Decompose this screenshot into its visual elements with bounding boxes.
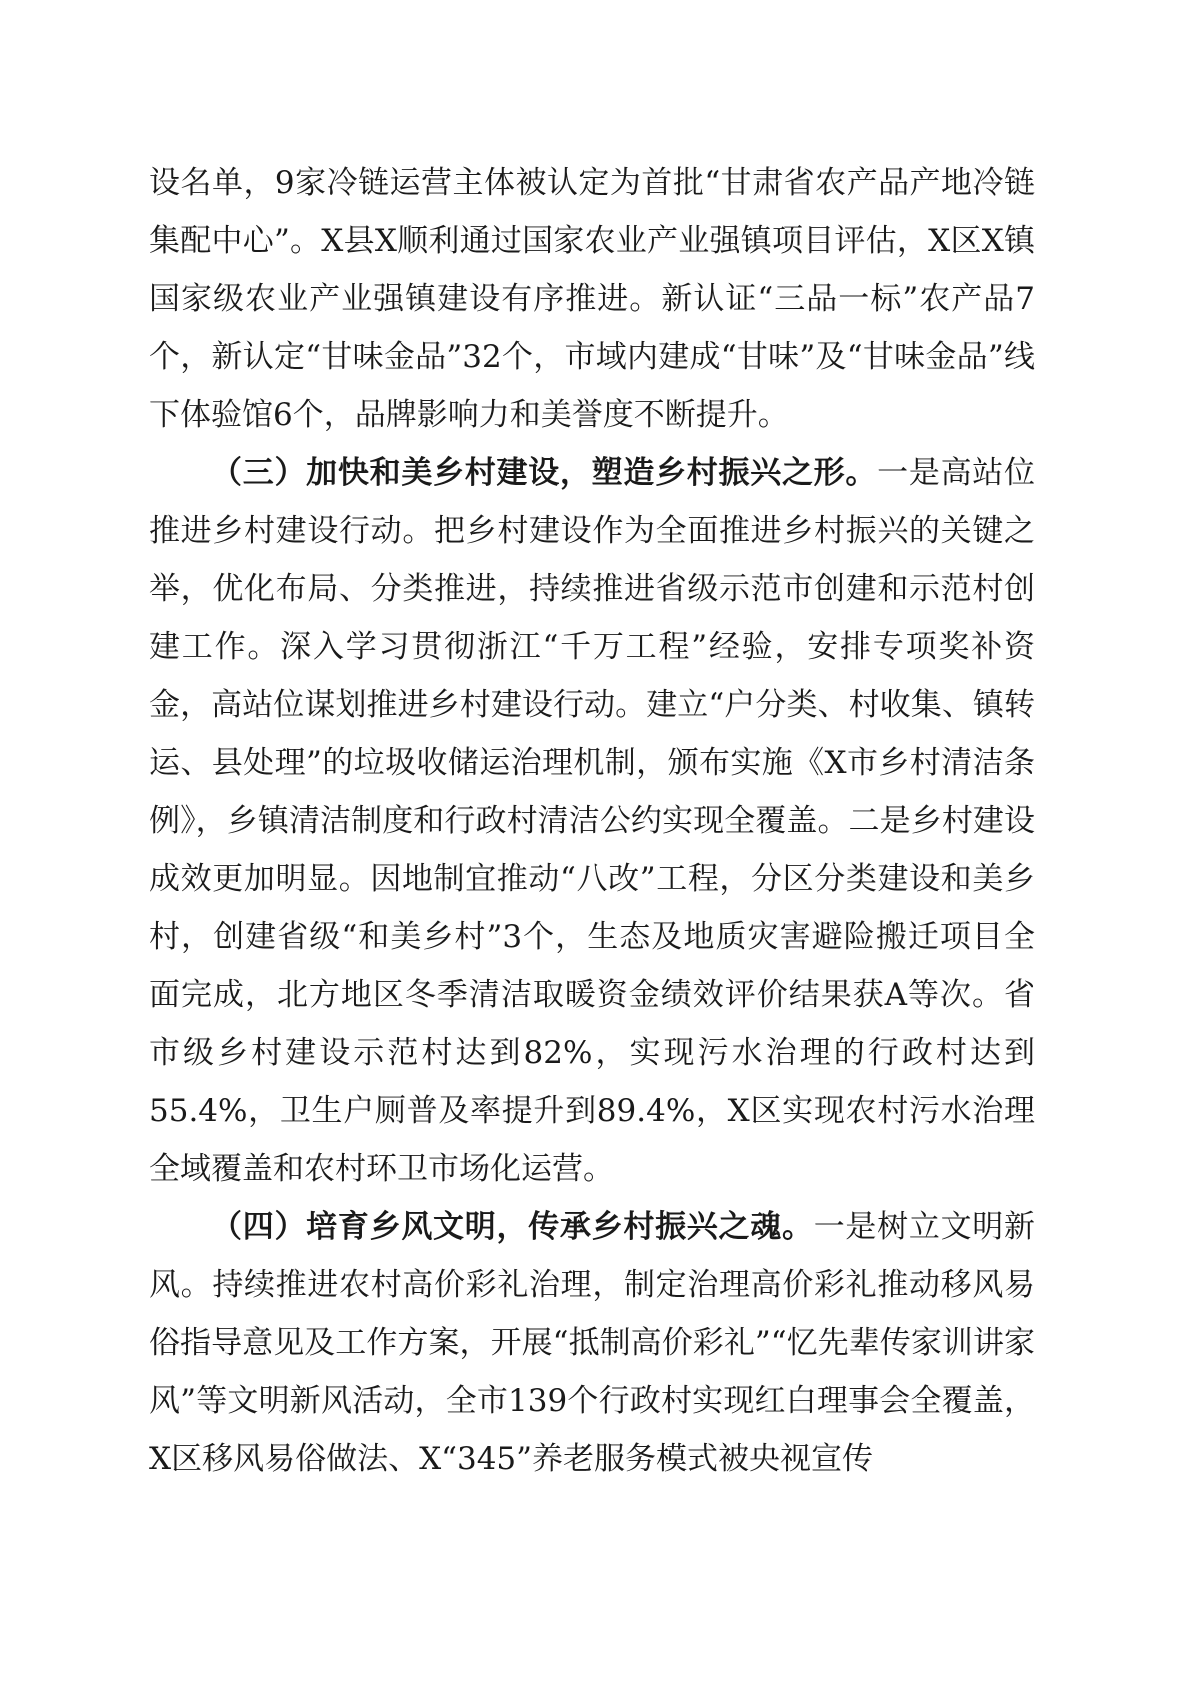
section-heading: （四）培育乡风文明，传承乡村振兴之魂。 bbox=[211, 1209, 814, 1245]
paragraph-rural-construction bbox=[149, 444, 1035, 1198]
paragraph-rural-civilization bbox=[149, 1198, 1035, 1488]
paragraph-body: 一是树立文明新风。持续推进农村高价彩礼治理，制定治理高价彩礼推动移风易俗指导意见及工作方案，开展“抵制高价彩礼”“忆先辈传家训讲家风”等文明新风活动，全市139个行政村实现红白理事会全覆盖，X区移风易俗做法、X“345”养老服务模式被央视宣传 bbox=[149, 1209, 1036, 1477]
section-heading: （三）加快和美乡村建设，塑造乡村振兴之形。 bbox=[211, 455, 878, 491]
paragraph-body: 一是高站位推进乡村建设行动。把乡村建设作为全面推进乡村振兴的关键之举，优化布局、分类推进，持续推进省级示范市创建和示范村创建工作。深入学习贯彻浙江“千万工程”经验，安排专项奖补资金，高站位谋划推进乡村建设行动。建立“户分类、村收集、镇转运、县处理”的垃圾收储运治理机制，颁布实施《X市乡村清洁条例》，乡镇清洁制度和行政村清洁公约实现全覆盖。二是乡村建设成效更加明显。因地制宜推动“八改”工程，分区分类建设和美乡村，创建省级“和美乡村”3个，生态及地质灾害避险搬迁项目全面完成，北方地区冬季清洁取暖资金绩效评价结果获A等次。省市级乡村建设示范村达到82%，实现污水治理的行政村达到55.4%，卫生户厕普及率提升到89.4%，X区实现农村污水治理全域覆盖和农村环卫市场化运营。 bbox=[149, 455, 1036, 1187]
paragraph-continuation bbox=[149, 154, 1035, 444]
document-page bbox=[149, 154, 1035, 1488]
paragraph-body: 设名单，9家冷链运营主体被认定为首批“甘肃省农产品产地冷链集配中心”。X县X顺利通过国家农业产业强镇项目评估，X区X镇国家级农业产业强镇建设有序推进。新认证“三品一标”农产品7个，新认定“甘味金品”32个，市域内建成“甘味”及“甘味金品”线下体验馆6个，品牌影响力和美誉度不断提升。 bbox=[149, 165, 1035, 433]
